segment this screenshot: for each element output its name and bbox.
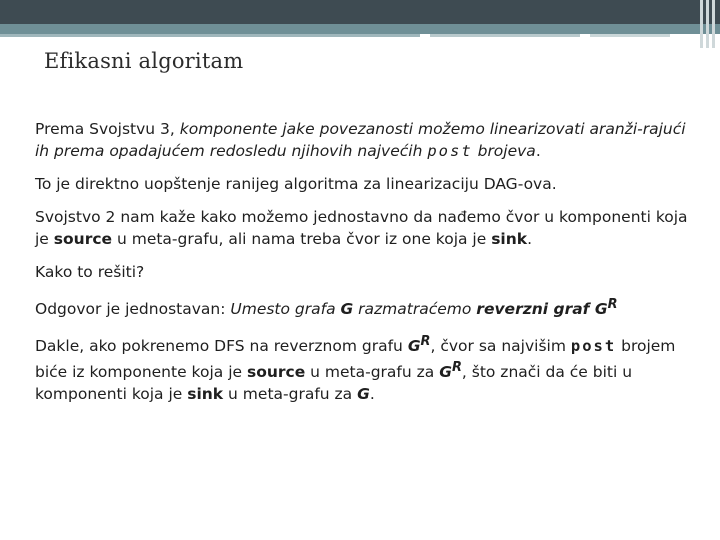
corner-lines xyxy=(696,0,720,48)
paragraph-6: Dakle, ako pokrenemo DFS na reverznom grafu $G^R$, čvor sa najvišim post brojem biće iz komponente koja je source u meta-grafu za $G^R$, što znači da će biti u komponenti koja je sink u meta-grafu za G. xyxy=(35,334,676,404)
header-stripe xyxy=(590,34,670,37)
header-band-teal xyxy=(0,24,720,34)
paragraph-3: Svojstvo 2 nam kaže kako možemo jednostavno da nađemo čvor u komponenti koja je source u meta-grafu, ali nama treba čvor iz one koja je sink. xyxy=(35,208,688,248)
header-decoration xyxy=(0,0,720,40)
paragraph-4: Kako to rešiti? xyxy=(35,263,145,281)
header-stripe xyxy=(0,34,420,37)
paragraph-2: To je direktno uopštenje ranijeg algoritma za linearizaciju DAG-ova. xyxy=(35,175,557,193)
slide-content xyxy=(35,118,695,416)
paragraph-5: Odgovor je jednostavan: Umesto grafa G razmatraćemo reverzni graf $G^R$ xyxy=(35,297,618,319)
header-band-dark xyxy=(0,0,720,24)
slide-title: Efikasni algoritam xyxy=(44,49,244,73)
paragraph-1: Prema Svojstvu 3, komponente jake povezanosti možemo linearizovati aranži-rajući ih prema opadajućem redosledu njihovih najvećih post brojeva. xyxy=(35,120,686,160)
header-stripe xyxy=(430,34,580,37)
